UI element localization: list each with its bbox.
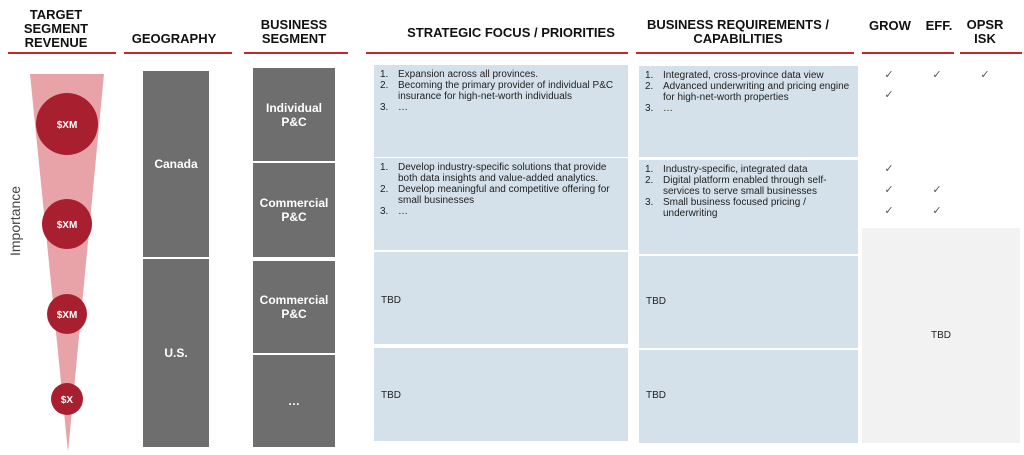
list-item: 1. Integrated, cross-province data view [645,70,824,81]
list-item: 2. Digital platform enabled through self-services to serve small businesses [645,175,827,197]
header-underline [244,52,348,54]
check-icon: ✓ [932,184,942,196]
header-eff: EFF. [925,18,953,33]
requirements-box-individual [639,66,858,157]
header-underline [862,52,954,54]
importance-axis-label: Importance [7,185,23,256]
segment-commercial-pc-us: Commercial P&C [253,261,335,353]
header-business-segment: BUSINESS SEGMENT [260,17,328,46]
list-item: 1. Expansion across all provinces. [380,69,539,80]
list-item: 2. Develop meaningful and competitive offering for small businesses [380,184,610,206]
header-underline [636,52,854,54]
bubble-label: $XM [56,120,78,131]
list-item: 1. Develop industry-specific solutions that provide both data insights and value-added analytics. [380,162,607,184]
check-icon: ✓ [932,205,942,217]
tbd-text: TBD [381,295,401,306]
list-item: 1. Industry-specific, integrated data [645,164,808,175]
list-item: 3. … [380,206,408,217]
bubble-label: $XM [56,310,78,321]
header-target-revenue: TARGET SEGMENT REVENUE [23,7,89,50]
header-geography: GEOGRAPHY [131,31,217,46]
header-opsrisk: OPSR ISK [966,17,1004,46]
tbd-text: TBD [381,390,401,401]
tbd-panel: TBD [862,228,1020,443]
tbd-text: TBD [646,296,666,307]
segment-other: … [253,355,335,447]
check-icon: ✓ [884,89,894,101]
check-icon: ✓ [980,69,990,81]
check-icon: ✓ [884,69,894,81]
header-grow: GROW [869,18,911,33]
check-icon: ✓ [932,69,942,81]
header-strategic-focus: STRATEGIC FOCUS / PRIORITIES [407,25,615,40]
requirements-box-commercial-us [639,256,858,348]
bubble-label: $XM [56,220,78,231]
check-icon: ✓ [884,184,894,196]
strategic-box-commercial-canada [374,158,628,250]
list-item: 2. Becoming the primary provider of individual P&C insurance for high-net-worth individuals [380,80,614,102]
header-underline [124,52,232,54]
tbd-text: TBD [646,390,666,401]
segment-individual-pc: Individual P&C [253,68,335,161]
requirements-box-commercial-canada [639,160,858,254]
strategic-box-individual [374,65,628,157]
strategic-box-commercial-us [374,252,628,344]
header-business-requirements: BUSINESS REQUIREMENTS / CAPABILITIES [646,17,830,46]
geography-canada: Canada [143,71,209,257]
list-item: 3. … [645,103,673,114]
strategic-box-other [374,348,628,441]
list-item: 3. … [380,102,408,113]
header-underline [960,52,1022,54]
header-underline [366,52,628,54]
geography-us: U.S. [143,259,209,447]
check-icon: ✓ [884,163,894,175]
requirements-box-other [639,350,858,443]
bubble-label: $X [60,395,74,406]
segment-commercial-pc-canada: Commercial P&C [253,163,335,257]
list-item: 3. Small business focused pricing / underwriting [645,197,806,219]
list-item: 2. Advanced underwriting and pricing engine for high-net-worth properties [645,81,850,103]
check-icon: ✓ [884,205,894,217]
